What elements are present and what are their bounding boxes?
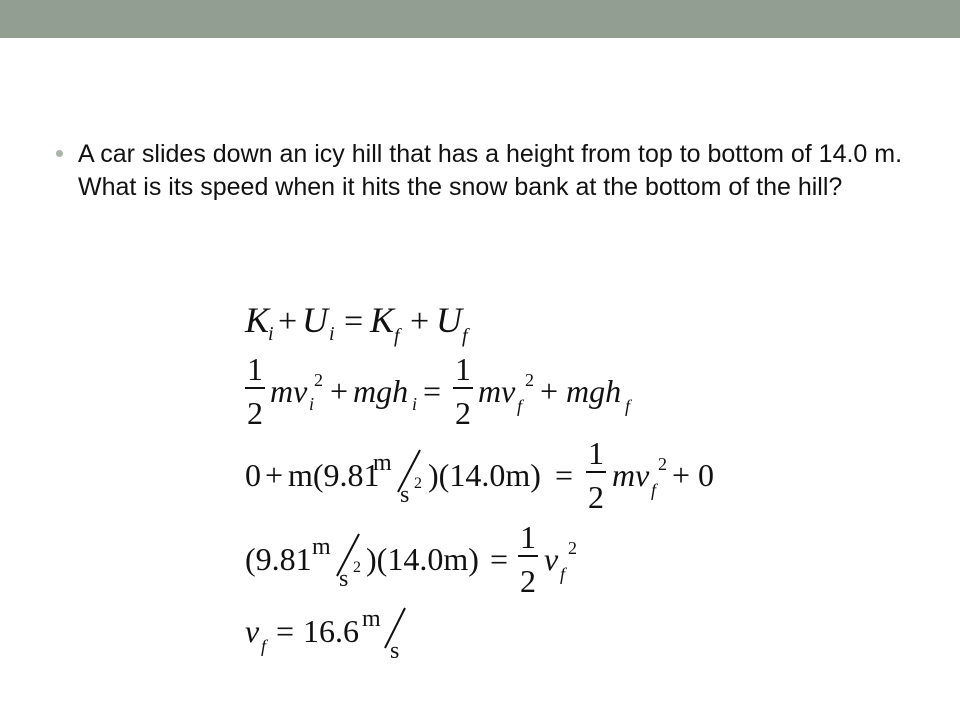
eq3-sq: 2 xyxy=(658,454,667,474)
eq4-v: v xyxy=(544,541,559,577)
eq2-mgh-1: mgh xyxy=(353,373,409,409)
eq3-frac-num: 1 xyxy=(588,435,604,471)
eq2-frac1-den: 2 xyxy=(247,395,263,431)
eq5-sub-f: f xyxy=(261,636,267,656)
equation-energy-conservation xyxy=(244,300,470,347)
eq1-plus-1: + xyxy=(278,303,298,340)
eq4-sub-f: f xyxy=(560,564,566,584)
eq2-equals: = xyxy=(423,373,442,409)
eq3-m-open: m(9.81 xyxy=(288,457,380,493)
equation-block xyxy=(240,290,760,685)
eq3-unit-s: s xyxy=(400,482,410,508)
question-text: A car slides down an icy hill that has a height from top to bottom of 14.0 m. What is its speed when it hits the snow bank at the bottom of the hill? xyxy=(78,140,903,201)
eq4-frac-den: 2 xyxy=(520,563,536,599)
bullet-icon xyxy=(56,150,63,157)
eq5-equals: = xyxy=(276,613,295,649)
eq2-mv-2: mv xyxy=(478,373,516,409)
eq2-mv-1: mv xyxy=(270,373,308,409)
eq1-sub-i-1: i xyxy=(268,323,274,345)
eq5-value: 16.6 xyxy=(303,613,359,649)
title-bar xyxy=(0,0,960,38)
eq1-u-initial: U xyxy=(302,300,328,340)
eq3-unit-m: m xyxy=(373,450,392,476)
eq1-sub-f-2: f xyxy=(462,325,468,347)
eq2-sub-i-1: i xyxy=(309,394,315,414)
eq1-u-final: U xyxy=(436,300,462,340)
eq2-sq-1: 2 xyxy=(314,370,323,390)
eq3-tail: + 0 xyxy=(672,457,715,493)
eq3-mv: mv xyxy=(612,457,650,493)
eq1-k-initial: K xyxy=(245,300,270,340)
eq4-equals: = xyxy=(490,541,509,577)
eq2-mgh-2: mgh xyxy=(566,373,622,409)
eq4-frac-num: 1 xyxy=(520,519,536,555)
eq1-sub-i-2: i xyxy=(329,323,335,345)
eq2-sub-i-2: i xyxy=(412,394,418,414)
eq2-sq-2: 2 xyxy=(525,370,534,390)
eq2-frac1-num: 1 xyxy=(247,351,263,387)
equation-substituted xyxy=(245,435,714,515)
equations-svg xyxy=(240,290,760,680)
eq1-sub-f-1: f xyxy=(394,325,400,347)
eq2-sub-f-1: f xyxy=(517,396,523,416)
eq2-frac2-num: 1 xyxy=(455,351,471,387)
eq4-sq: 2 xyxy=(568,538,577,558)
eq3-zero: 0 xyxy=(245,457,261,493)
eq2-sub-f-2: f xyxy=(625,396,631,416)
eq4-unit-sq: 2 xyxy=(353,559,361,576)
eq3-equals: = xyxy=(555,457,574,493)
equation-simplified xyxy=(245,519,577,599)
eq2-plus-1: + xyxy=(330,373,349,409)
eq1-plus-2: + xyxy=(410,303,430,340)
eq2-plus-2: + xyxy=(540,373,559,409)
eq5-unit-s: s xyxy=(390,638,400,664)
eq4-unit-m: m xyxy=(312,534,331,560)
eq3-sub-f: f xyxy=(651,480,657,500)
eq3-plus: + xyxy=(265,457,284,493)
eq3-distance: )(14.0m) xyxy=(428,457,541,493)
eq2-frac2-den: 2 xyxy=(455,395,471,431)
eq5-unit-m: m xyxy=(362,606,381,632)
equation-result xyxy=(245,606,405,664)
question-bullet xyxy=(56,138,916,203)
eq5-v: v xyxy=(245,613,260,649)
eq4-distance: )(14.0m) xyxy=(366,541,479,577)
eq1-equals: = xyxy=(344,303,364,340)
eq4-open: (9.81 xyxy=(245,541,312,577)
eq1-k-final: K xyxy=(370,300,395,340)
eq4-unit-s: s xyxy=(339,566,349,592)
equation-expanded xyxy=(245,351,633,431)
eq3-frac-den: 2 xyxy=(588,479,604,515)
eq3-unit-sq: 2 xyxy=(414,475,422,492)
